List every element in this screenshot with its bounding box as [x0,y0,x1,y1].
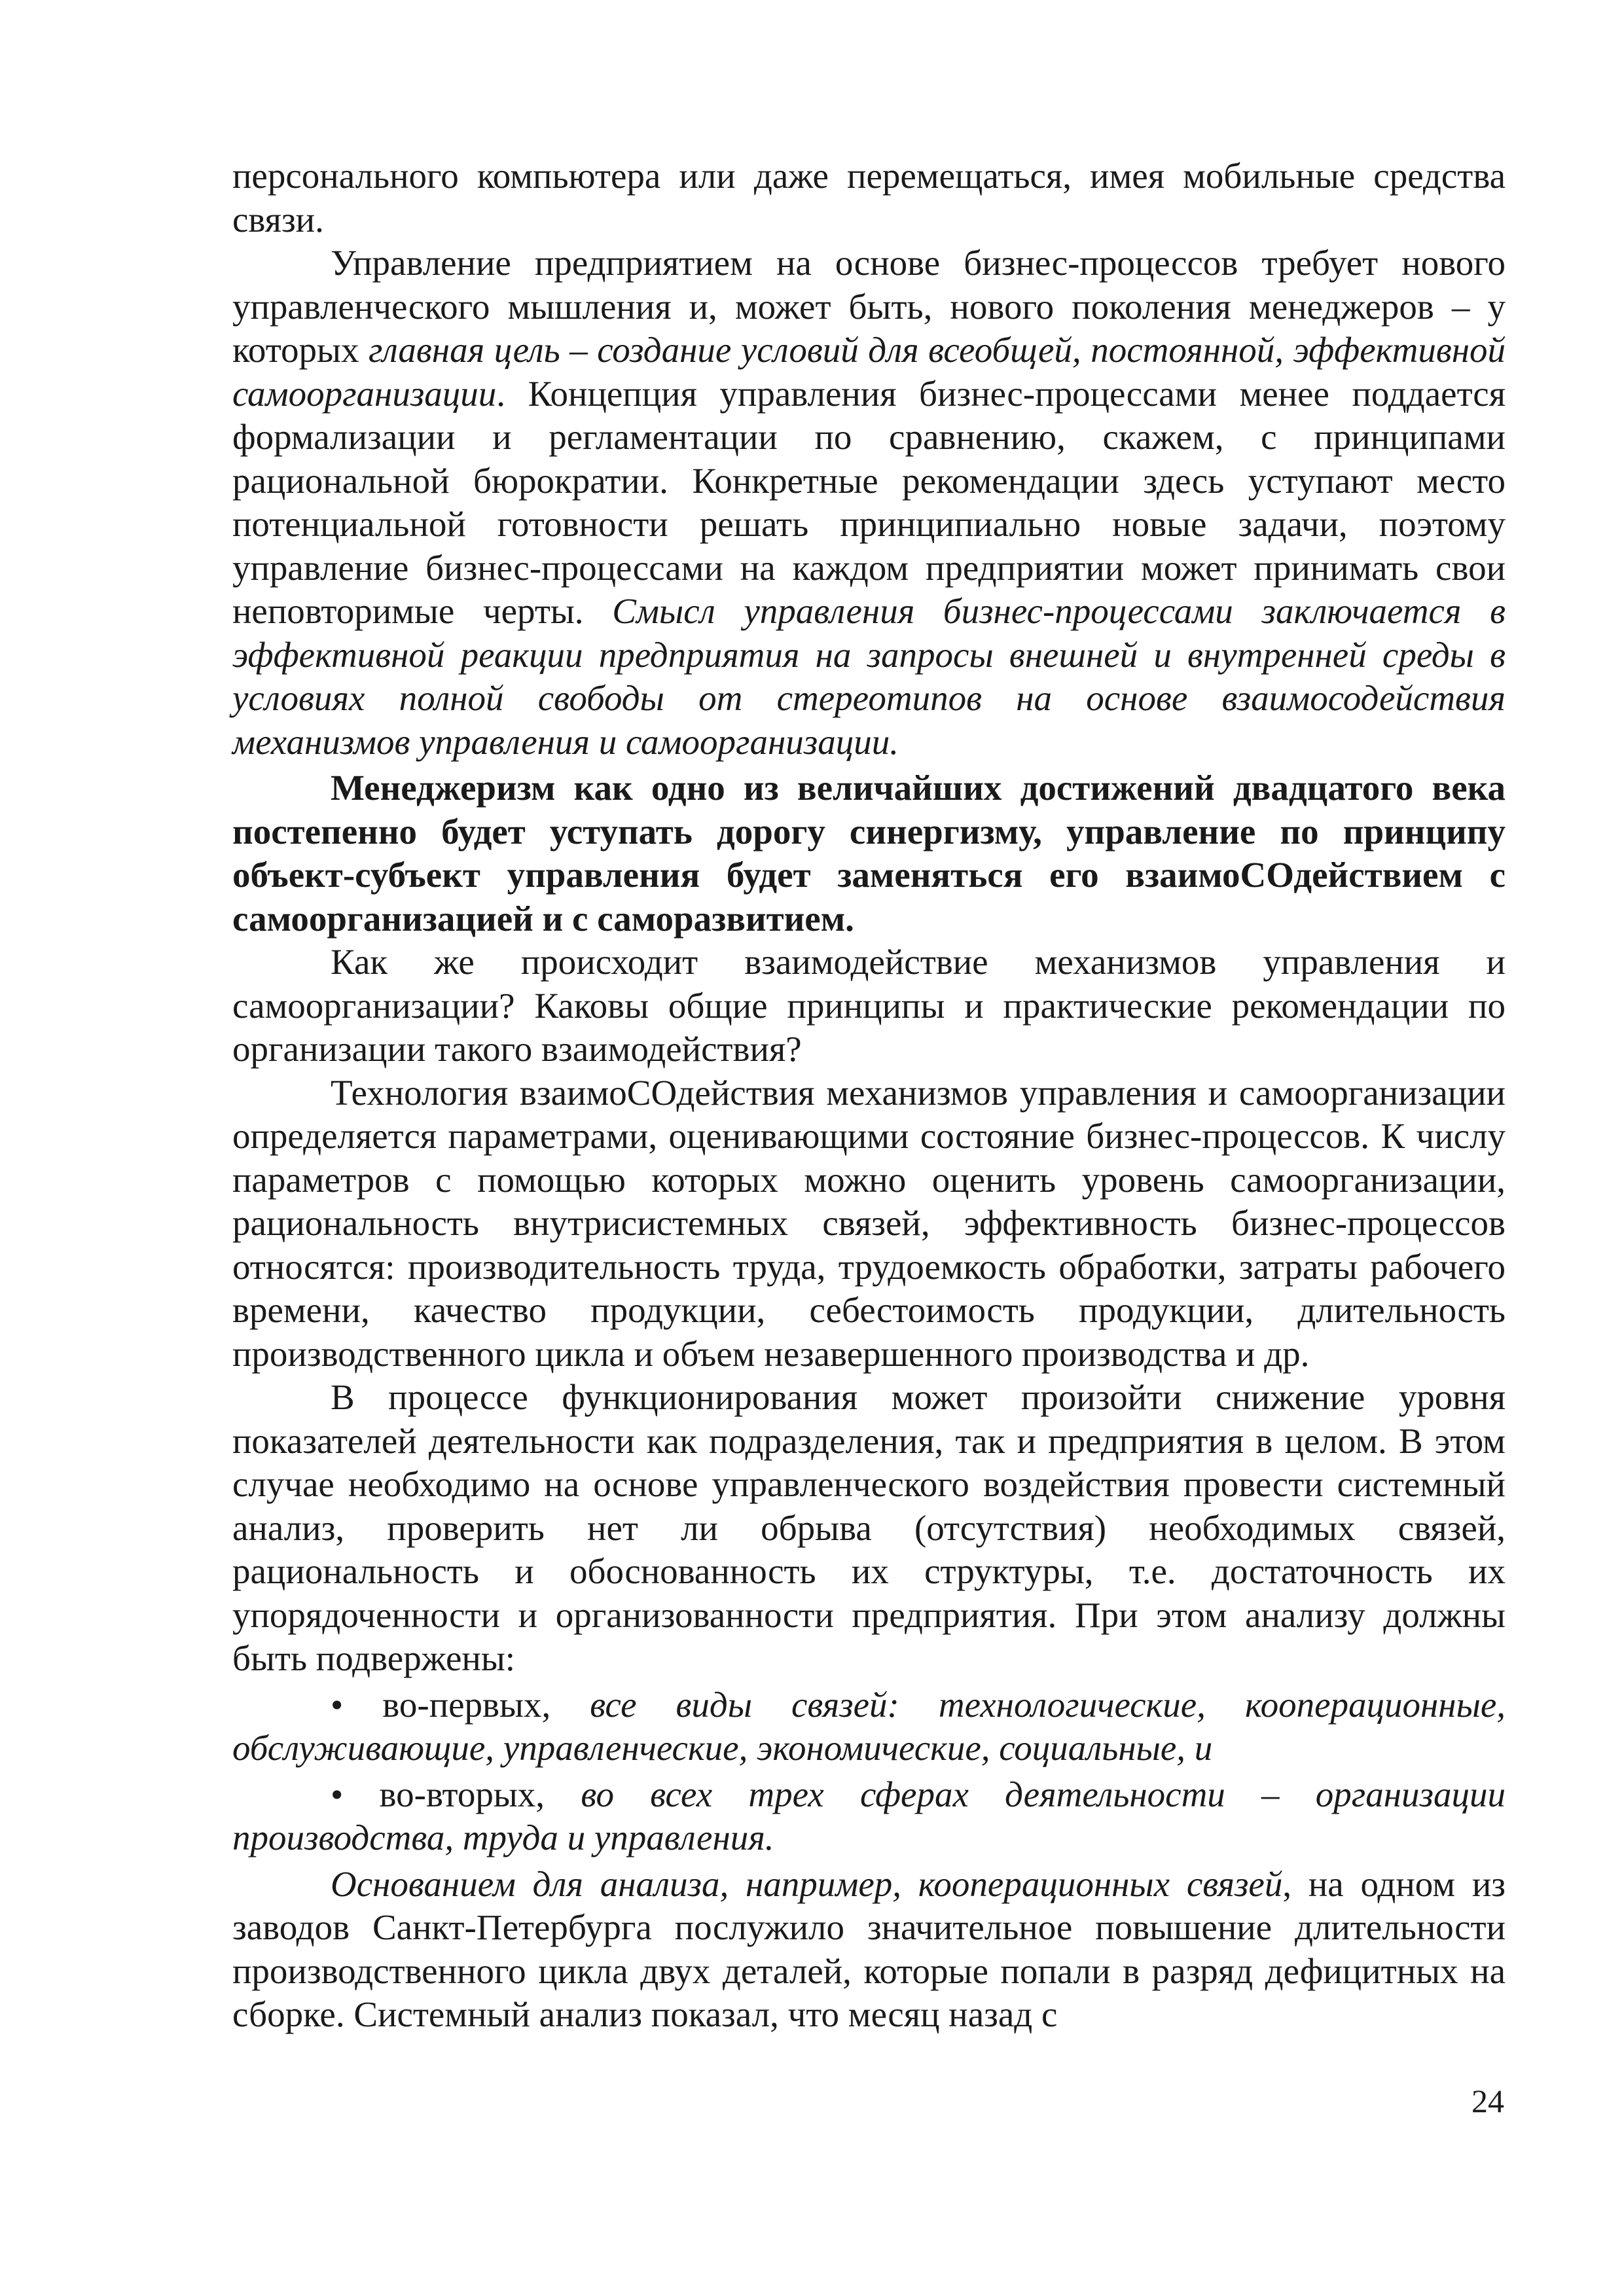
page-number: 24 [1471,2083,1504,2119]
italic-run: Смысл управления бизнес-процессами заключается в эффективной реакции предприятия на запросы внешней и внутренней среды в условиях полной свободы от стереотипов на основе взаимосодействия механизмов управления и самоорганизации. [232,591,1506,762]
text-run: , на одном из заводов Санкт-Петербурга послужило значительное повышение длительности производственного цикла двух деталей, которые попали в разряд дефицитных на сборке. Системный анализ показал, что месяц назад с [232,1863,1506,2034]
bullet-marker: • [331,1684,344,1725]
page-body [232,154,1506,2037]
list-item-first [232,1683,1506,1770]
paragraph-management-concept [232,242,1506,764]
list-item-second [232,1773,1506,1860]
text-run: Управление предприятием на основе бизнес-процессов требует нового управленческого мышления и, может быть, нового поколения менеджеров – у которых [232,243,1506,370]
italic-run: во всех трех сферах деятельности – организации производства, труда и управления. [232,1774,1506,1857]
italic-run: Основанием для анализа, например, кооперационных связей [331,1863,1283,1904]
bullet-marker: • [331,1774,344,1814]
paragraph-continuation: персонального компьютера или даже перемещаться, имея мобильные средства связи. [232,156,1506,240]
paragraph-technology: Технология взаимоСОдействия механизмов управления и самоорганизации определяется параметрами, оценивающими состояние бизнес-процессов. К числу параметров с помощью которых можно оценить уровень самоорганизации, рациональность внутрисистемных связей, эффективность бизнес-процессов относятся: производительность труда, трудоемкость обработки, затраты рабочего времени, качество продукции, себестоимость продукции, длительность производственного цикла и объем незавершенного производства и др. [232,1072,1506,1374]
text-run: . Концепция управления бизнес-процессами менее поддается формализации и регламентации по сравнению, скажем, с принципами рациональной бюрократии. Конкретные рекомендации здесь уступают место потенциальной готовности решать принципиально новые задачи, поэтому управление бизнес-процессами на каждом предприятии может принимать свои неповторимые черты. [232,373,1506,631]
paragraph-functioning: В процессе функционирования может произойти снижение уровня показателей деятельности как подразделения, так и предприятия в целом. В этом случае необходимо на основе управленческого воздействия провести системный анализ, проверить нет ли обрыва (отсутствия) необходимых связей, рациональность и обоснованность их структуры, т.е. достаточность их упорядоченности и организованности предприятия. При этом анализу должны быть подвержены: [232,1377,1506,1678]
text-run: во-первых, [382,1684,590,1725]
paragraph-analysis-basis [232,1863,1506,2037]
paragraph-question: Как же происходит взаимодействие механизмов управления и самоорганизации? Каковы общие принципы и практические рекомендации по организации такого взаимодействия? [232,942,1506,1069]
text-run: во-вторых, [379,1774,581,1814]
italic-run: главная цель – создание условий для всеобщей, постоянной, эффективной самоорганизации [232,330,1506,414]
italic-run: все виды связей: технологические, кооперационные, обслуживающие, управленческие, экономические, социальные, и [232,1684,1506,1768]
paragraph-managerism-thesis: Менеджеризм как одно из величайших достижений двадцатого века постепенно будет уступать дорогу синергизму, управление по принципу объект-субъект управления будет заменяться его взаимоСОдействием с самоорганизацией и с саморазвитием. [232,768,1506,939]
